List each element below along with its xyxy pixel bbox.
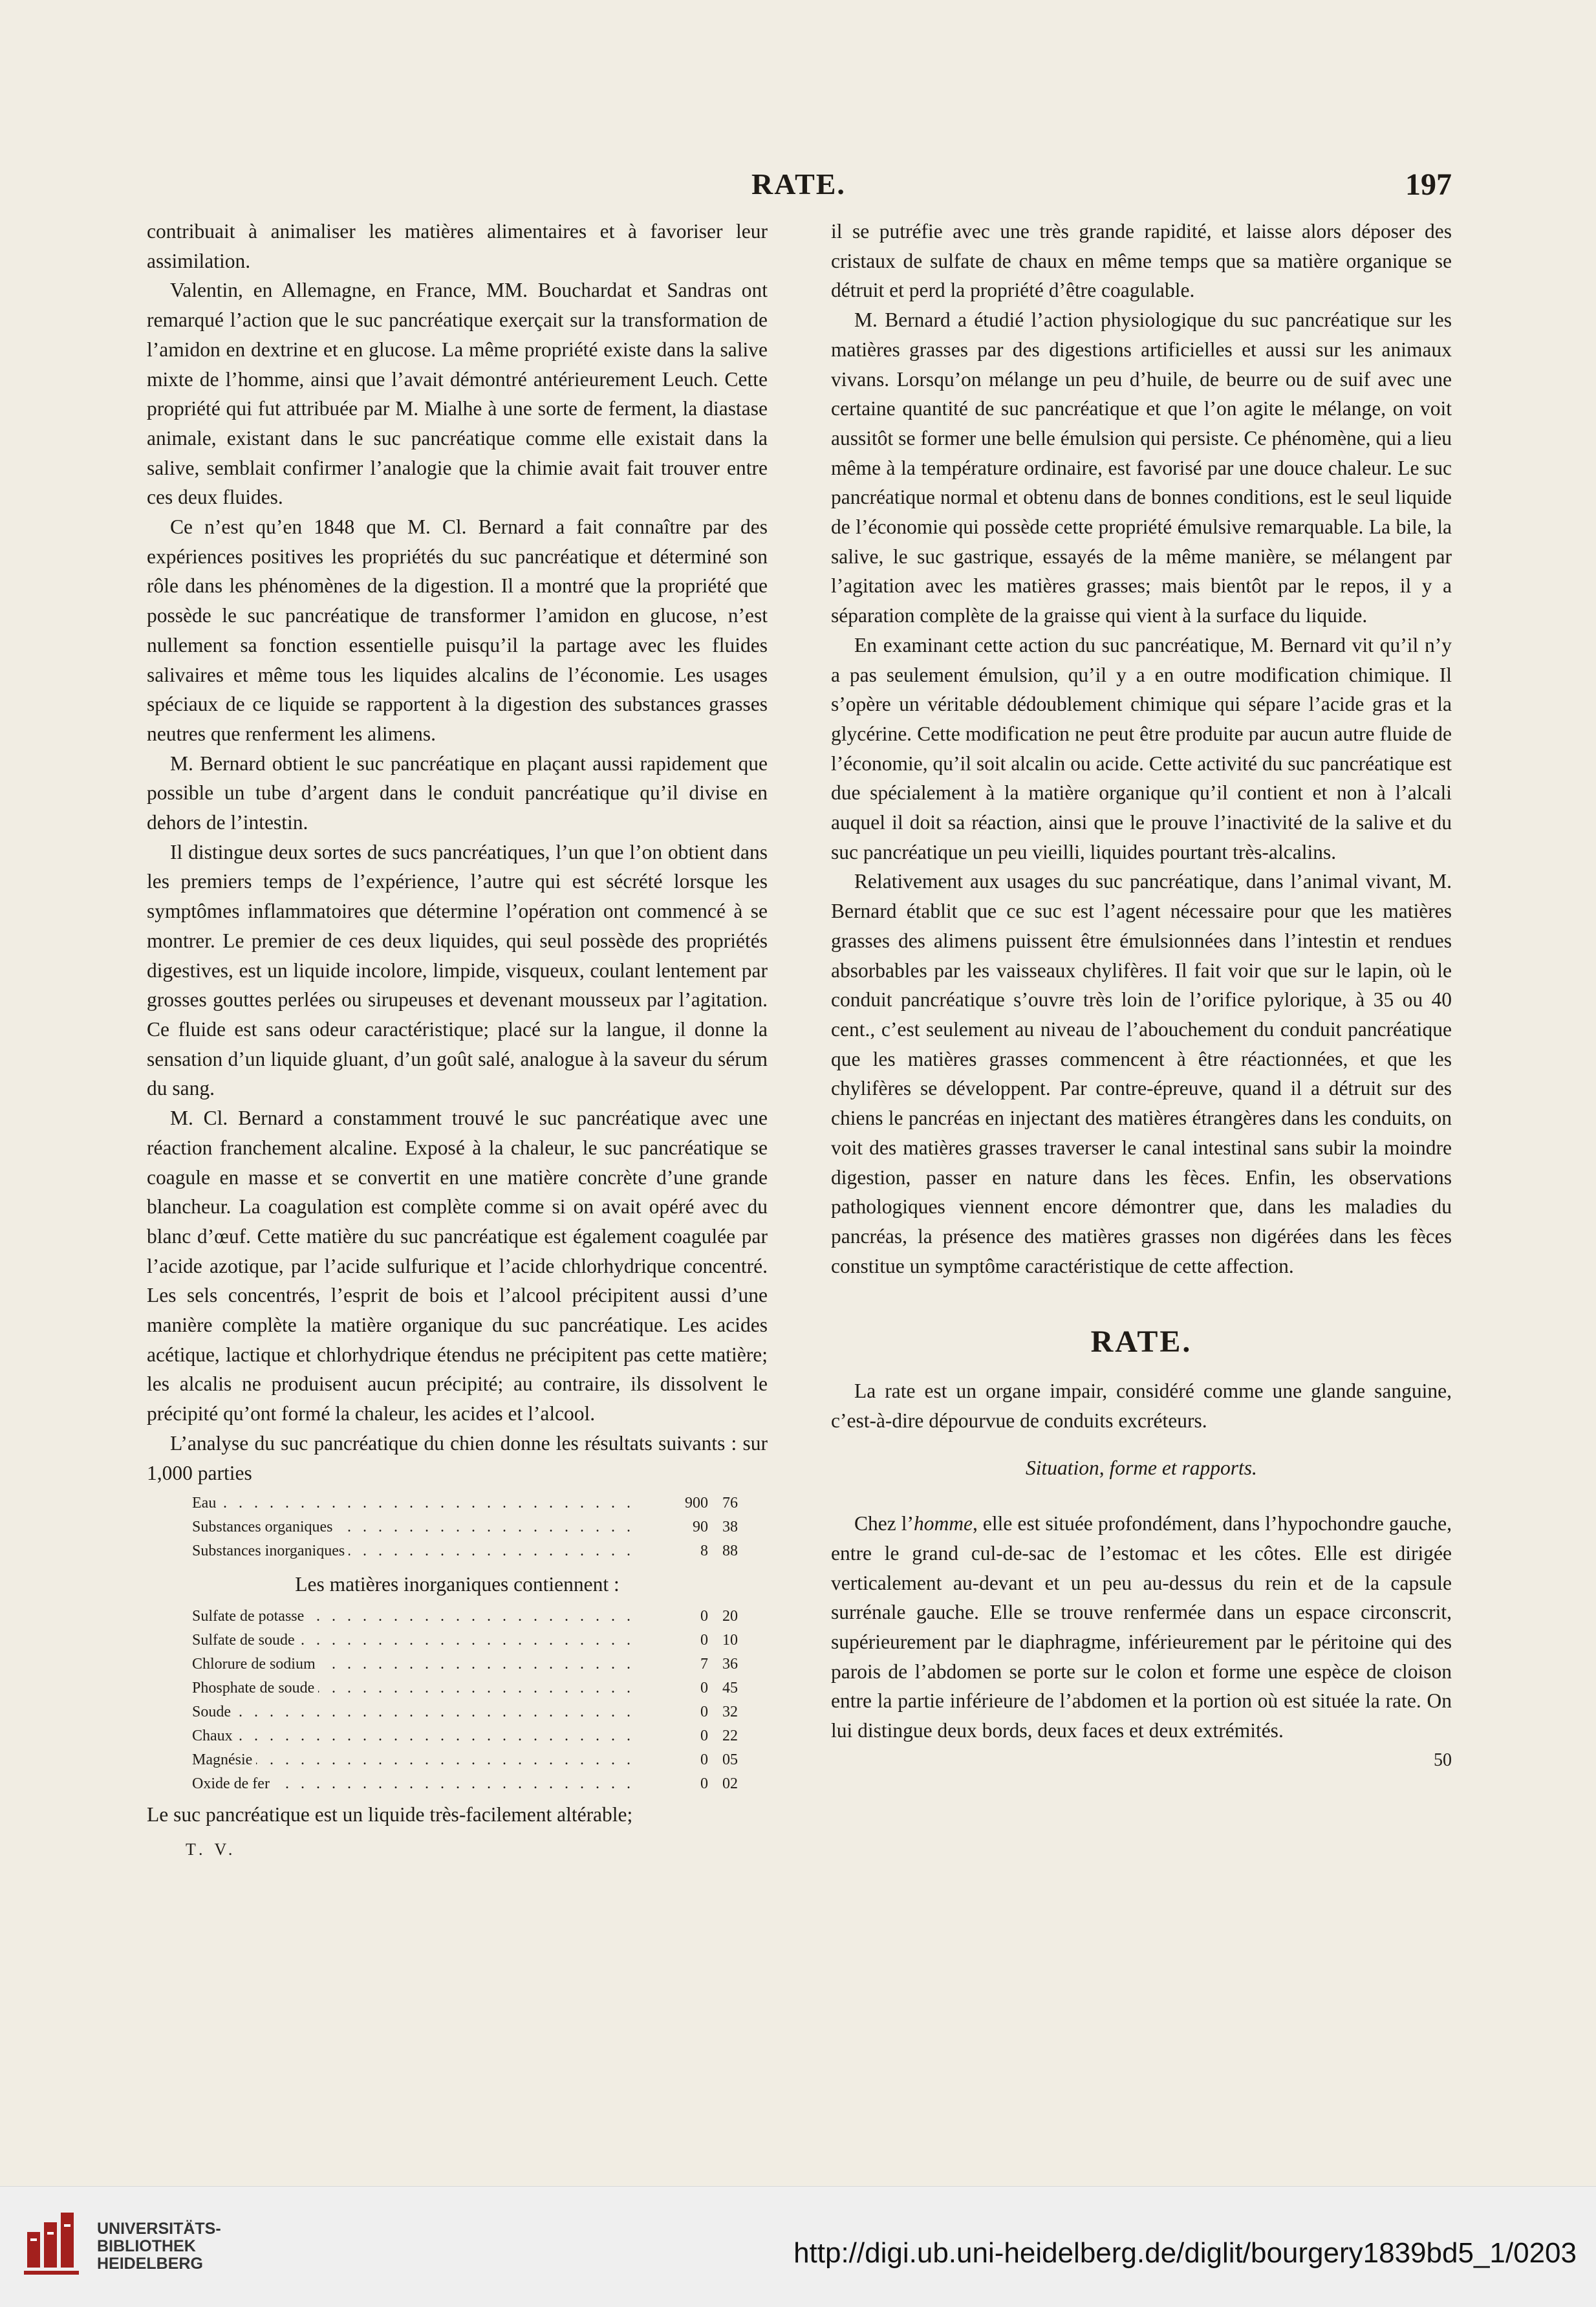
row-value-int: 0 (700, 1679, 708, 1696)
row-value-dec: 32 (722, 1703, 738, 1720)
table-row (192, 1652, 761, 1676)
row-value-dec: 10 (722, 1631, 738, 1649)
paragraph: La rate est un organe impair, considéré comme une glande sanguine, c’est-à-dire dépourvue de conduits excréteurs. (831, 1380, 1452, 1432)
paragraph: contribuait à animaliser les matières alimentaires et à favoriser leur assimilation. (147, 220, 768, 272)
right-column (831, 217, 1452, 1775)
table-row (192, 1724, 761, 1748)
table-row (192, 1748, 761, 1772)
row-value-dec: 88 (722, 1543, 738, 1560)
library-logo-icon (21, 2206, 85, 2277)
paragraph: M. Bernard obtient le suc pancréatique en plaçant aussi rapidement que possible un tube d’argent dans le conduit pancréatique qu’il divise en dehors de l’intestin. (147, 752, 768, 834)
sheet-number: 50 (1434, 1749, 1452, 1770)
row-value-int: 0 (700, 1703, 708, 1720)
text-run: , elle est située profondément, dans l’hypochondre gauche, entre le grand cul-de-sac de l’estomac et les côtes. Elle est dirigée verticalement au-devant et un peu au-dessus du rein et de la capsule surrénale gauche. Elle se trouve renfermée dans un espace circonscrit, supérieurement par le diaphragme, inférieurement par le péritoine qui des parois de l’abdomen se porte sur le colon et forme une espèce de cloison entre la partie inférieure de l’abdomen et la portion où est située la rate. On lui distingue deux bords, deux faces et deux extrémités. (831, 1512, 1452, 1742)
table-row (192, 1676, 761, 1700)
row-value-int: 0 (700, 1751, 708, 1768)
table-row (192, 1491, 761, 1515)
row-value-int: 900 (685, 1495, 708, 1512)
row-value-dec: 36 (722, 1655, 738, 1673)
row-value-dec: 38 (722, 1519, 738, 1536)
table-row (192, 1515, 761, 1539)
row-value-int: 90 (693, 1519, 708, 1536)
paragraph: Il distingue deux sortes de sucs pancréatiques, l’un que l’on obtient dans les premiers temps de l’expérience, l’autre qui est sécrété lorsque les symptômes inflammatoires que détermine l’opération ont commencé à se montrer. Le premier de ces deux liquides, qui seul possède des propriétés digestives, est un liquide incolore, limpide, visqueux, coulant lentement par grosses gouttes perlées ou sirupeuses et devenant mousseux par l’agitation. Ce fluide est sans odeur caractéristique; placé sur la langue, il donne la sensation d’un liquide gluant, d’un goût salé, analogue à la saveur du sérum du sang. (147, 840, 768, 1100)
row-label: Phosphate de soude (192, 1680, 318, 1696)
left-column (147, 217, 768, 1864)
row-label: Soude (192, 1704, 235, 1720)
table-row (192, 1700, 761, 1724)
row-label: Magnésie (192, 1751, 256, 1768)
table-row (192, 1539, 761, 1563)
row-value-int: 0 (700, 1775, 708, 1792)
paragraph: M. Bernard a étudié l’action physiologique du suc pancréatique sur les matières grasses par des digestions artificielles et aussi sur les animaux vivans. Lorsqu’on mélange un peu d’huile, de beurre ou de suif avec une certaine quantité de suc pancréatique et que l’on agite le mélange, on voit aussitôt se former une belle émulsion qui persiste. Ce phénomène, qui a lieu même à la température ordinaire, est favorisé par une douce chaleur. Le suc pancréatique normal et obtenu dans de bonnes conditions, est le seul liquide de l’économie qui possède cette propriété émulsive remarquable. La bile, la salive, le suc gastrique, essayés de la même manière, se mélangent par l’agitation avec les matières grasses; mais bientôt par le repos, il y a séparation complète de la graisse qui vient à la surface du liquide. (831, 309, 1452, 627)
row-label: Eau (192, 1495, 220, 1511)
row-label: Substances organiques (192, 1519, 337, 1535)
volume-signature: T. V. (186, 1839, 237, 1859)
paragraph: L’analyse du suc pancréatique du chien donne les résultats suivants : sur 1,000 parties (147, 1431, 768, 1484)
library-name: UNIVERSITÄTS- BIBLIOTHEK HEIDELBERG (97, 2220, 221, 2273)
row-value-int: 0 (700, 1727, 708, 1744)
source-url[interactable]: http://digi.ub.uni-heidelberg.de/diglit/bourgery1839bd5_1/0203 (793, 2237, 1577, 2269)
row-label: Chaux (192, 1728, 237, 1744)
paragraph: il se putréfie avec une très grande rapidité, et laisse alors déposer des cristaux de sulfate de chaux en même temps que sa matière organique se détruit et perd la propriété d’être coagulable. (831, 220, 1452, 302)
row-value-dec: 76 (722, 1495, 738, 1512)
row-value-int: 0 (700, 1631, 708, 1649)
table-row (192, 1772, 761, 1796)
closing-sentence: Le suc pancréatique est un liquide très-facilement altérable; (147, 1803, 633, 1826)
paragraph: Relativement aux usages du suc pancréatique, dans l’animal vivant, M. Bernard établit que ce suc est l’agent nécessaire pour que les matières grasses des alimens puissent être émulsionnées dans l’intestin et rendues absorbables par les vaisseaux chylifères. Il fait voir que sur le lapin, où le conduit pancréatique s’ouvre très loin de l’orifice pylorique, à 35 ou 40 cent., c’est seulement au niveau de l’abouchement du conduit pancréatique que les matières grasses commencent à être réactionnées, et que les chylifères se développent. Par contre-épreuve, quand il a détruit sur des chiens le pancréas en injectant des matières étrangères dans les conduits, on voit des matières grasses traverser le canal intestinal sans subir la moindre digestion, passer en nature dans les fèces. Enfin, les observations pathologiques viennent encore démontrer que, dans les maladies du pancréas, la présence des matières grasses non digérées dans les fèces constitue un symptôme caractéristique de cette affection. (831, 870, 1452, 1277)
text-run: Chez l’ (854, 1512, 914, 1535)
subsection-title: Situation, forme et rapports. (1026, 1457, 1257, 1480)
table-row (192, 1629, 761, 1652)
paragraph: Ce n’est qu’en 1848 que M. Cl. Bernard a fait connaître par des expériences positives les propriétés du suc pancréatique et déterminé son rôle dans les phénomènes de la digestion. Il a montré que la propriété que possède le suc pancréatique de transformer l’amidon en glucose, n’est nullement sa fonction essentielle puisqu’il la partage avec les fluides salivaires et même tous les liquides alcalins de l’économie. Les usages spéciaux de ce liquide se rapportent à la digestion des substances grasses neutres que renferment les alimens. (147, 515, 768, 745)
paragraph: En examinant cette action du suc pancréatique, M. Bernard vit qu’il n’y a pas seulement émulsion, qu’il y a en outre modification chimique. Il s’opère un véritable dédoublement chimique qui sépare l’acide gras et la glycérine. Cette modification ne peut être produite par aucun autre fluide de l’économie, qu’il soit alcalin ou acide. Cette activité du suc pancréatique est due spécialement à la matière organique qu’il contient et non à l’alcali auquel il doit sa réaction, ainsi que le prouve l’inactivité de la salive et du suc pancréatique un peu vieilli, liquides pourtant très-alcalins. (831, 633, 1452, 863)
row-value-int: 7 (700, 1655, 708, 1673)
row-value-dec: 45 (722, 1679, 738, 1696)
library-banner (0, 2186, 1596, 2307)
inorganic-table (192, 1605, 761, 1796)
running-head (146, 167, 1452, 212)
table-heading: Les matières inorganiques contiennent : (295, 1573, 620, 1596)
page-title: RATE. (751, 168, 846, 200)
row-label: Chlorure de sodium (192, 1656, 319, 1673)
row-label: Oxide de fer (192, 1775, 274, 1792)
row-value-dec: 02 (722, 1775, 738, 1792)
paragraph (831, 1509, 1452, 1746)
row-label: Sulfate de soude (192, 1632, 299, 1649)
paragraph: Valentin, en Allemagne, en France, MM. Bouchardat et Sandras ont remarqué l’action que le suc pancréatique exerçait sur la transformation de l’amidon en dextrine et en glucose. La même propriété existe dans la salive mixte de l’homme, ainsi que l’avait démontré antérieurement Leuch. Cette propriété qui fut attribuée par M. Mialhe à une sorte de ferment, la diastase animale, existant dans le suc pancréatique comme elle existait dans la salive, semblait confirmer l’analogie que la chimie avait fait trouver entre ces deux fluides. (147, 279, 768, 509)
row-value-dec: 22 (722, 1727, 738, 1744)
page-number: 197 (1405, 168, 1452, 202)
table-row (192, 1605, 761, 1629)
row-value-dec: 20 (722, 1607, 738, 1625)
row-label: Substances inorganiques (192, 1543, 349, 1559)
italic-term: homme (913, 1512, 973, 1535)
composition-table (192, 1491, 761, 1563)
paragraph: M. Cl. Bernard a constamment trouvé le suc pancréatique avec une réaction franchement alcaline. Exposé à la chaleur, le suc pancréatique se coagule en masse et se convertit en une matière concrète d’une grande blancheur. La coagulation est complète comme si on avait opéré avec du blanc d’œuf. Cette matière du suc pancréatique est également coagulée par l’acide azotique, par l’acide sulfurique et l’acide chlorhydrique concentré. Les sels concentrés, l’esprit de bois et l’alcool précipitent aussi d’une manière complète la matière organique du suc pancréatique. Les acides acétique, lactique et chlorhydrique étendus ne précipitent pas cette matière; les alcalis ne produisent aucun précipité; au contraire, ils dissolvent le précipité qu’ont formé la chaleur, les acides et l’alcool. (147, 1107, 768, 1425)
row-label: Sulfate de potasse (192, 1608, 308, 1625)
row-value-dec: 05 (722, 1751, 738, 1768)
section-title: RATE. (1090, 1325, 1192, 1359)
row-value-int: 0 (700, 1607, 708, 1625)
row-value-int: 8 (700, 1543, 708, 1560)
